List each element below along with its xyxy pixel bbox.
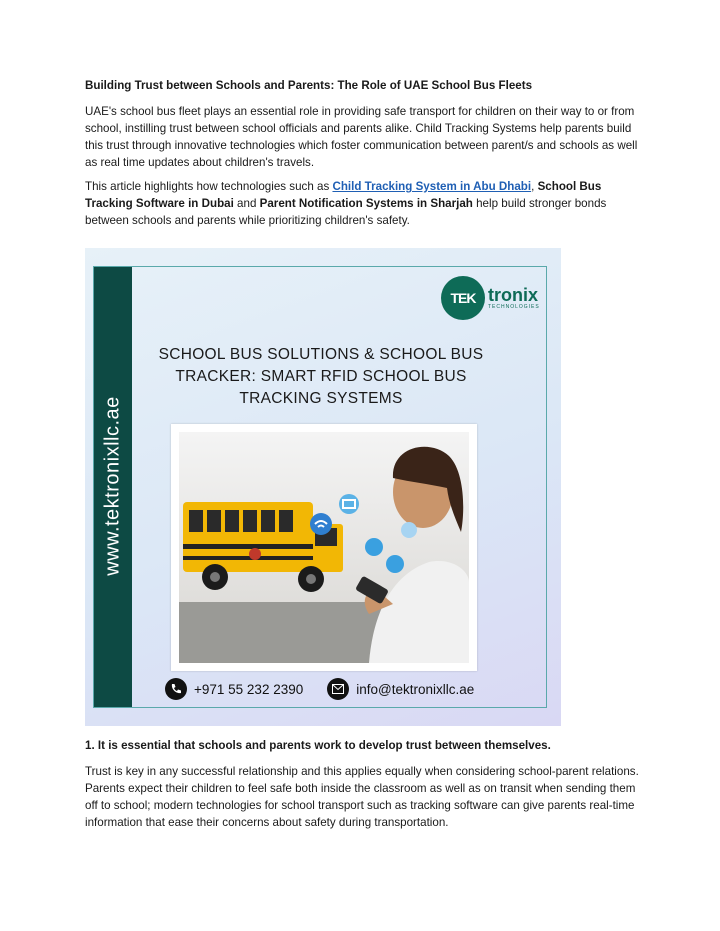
email-address: info@tektronixllc.ae <box>356 681 475 697</box>
bus-tracking-software-text: School Bus Tracking Software in Dubai <box>85 180 602 210</box>
photo-illustration <box>179 432 469 663</box>
section-1-heading: 1. It is essential that schools and parents work to develop trust between themselves. <box>85 739 551 752</box>
para2-comma: , <box>531 180 538 193</box>
intro-paragraph: UAE's school bus fleet plays an essential role in providing safe transport for children on their way to or from school, instilling trust between school officials and parents alike. Child Tracking Systems help parents build this trust through innovative technologies which foster communication between parent/s and schools as well as real time updates about children's travels. <box>85 105 638 169</box>
para2-suffix: help build stronger bonds between schools and parents while prioritizing children's safety. <box>85 197 607 227</box>
para2-and: and <box>233 197 260 210</box>
logo-name: tronix <box>488 285 539 305</box>
website-text: www.tektronixllc.ae <box>101 396 124 576</box>
article-intro <box>85 78 645 236</box>
highlights-paragraph <box>85 178 645 229</box>
promo-banner-image <box>85 248 561 726</box>
phone-contact <box>165 678 303 700</box>
child-tracking-link[interactable]: Child Tracking System in Abu Dhabi <box>332 180 532 193</box>
para2-prefix: This article highlights how technologies such as <box>85 180 333 193</box>
section-1 <box>85 738 645 838</box>
mail-icon <box>327 678 349 700</box>
article-title: Building Trust between Schools and Parents: The Role of UAE School Bus Fleets <box>85 79 533 92</box>
bus-and-parent-photo <box>171 424 477 671</box>
phone-number: +971 55 232 2390 <box>194 681 304 697</box>
parent-notification-text: Parent Notification Systems in Sharjah <box>259 197 473 210</box>
phone-icon <box>165 678 187 700</box>
logo-mark: TEK <box>441 276 485 320</box>
banner-headline: SCHOOL BUS SOLUTIONS & SCHOOL BUS TRACKER: SMART RFID SCHOOL BUS TRACKING SYSTEMS <box>158 346 484 407</box>
contact-row <box>165 678 498 700</box>
tektronix-logo <box>441 276 540 320</box>
section-1-body: Trust is key in any successful relationship and this applies equally when considering school-parent relations. Parents expect their children to feel safe both inside the classroom as well as on transit when sending them off to school; modern technologies for school transport such as tracking software can give parents real-time information that ease their concerns about safety during transportation. <box>85 765 639 829</box>
email-contact <box>327 678 474 700</box>
logo-subtitle: TECHNOLOGIES <box>488 304 540 310</box>
